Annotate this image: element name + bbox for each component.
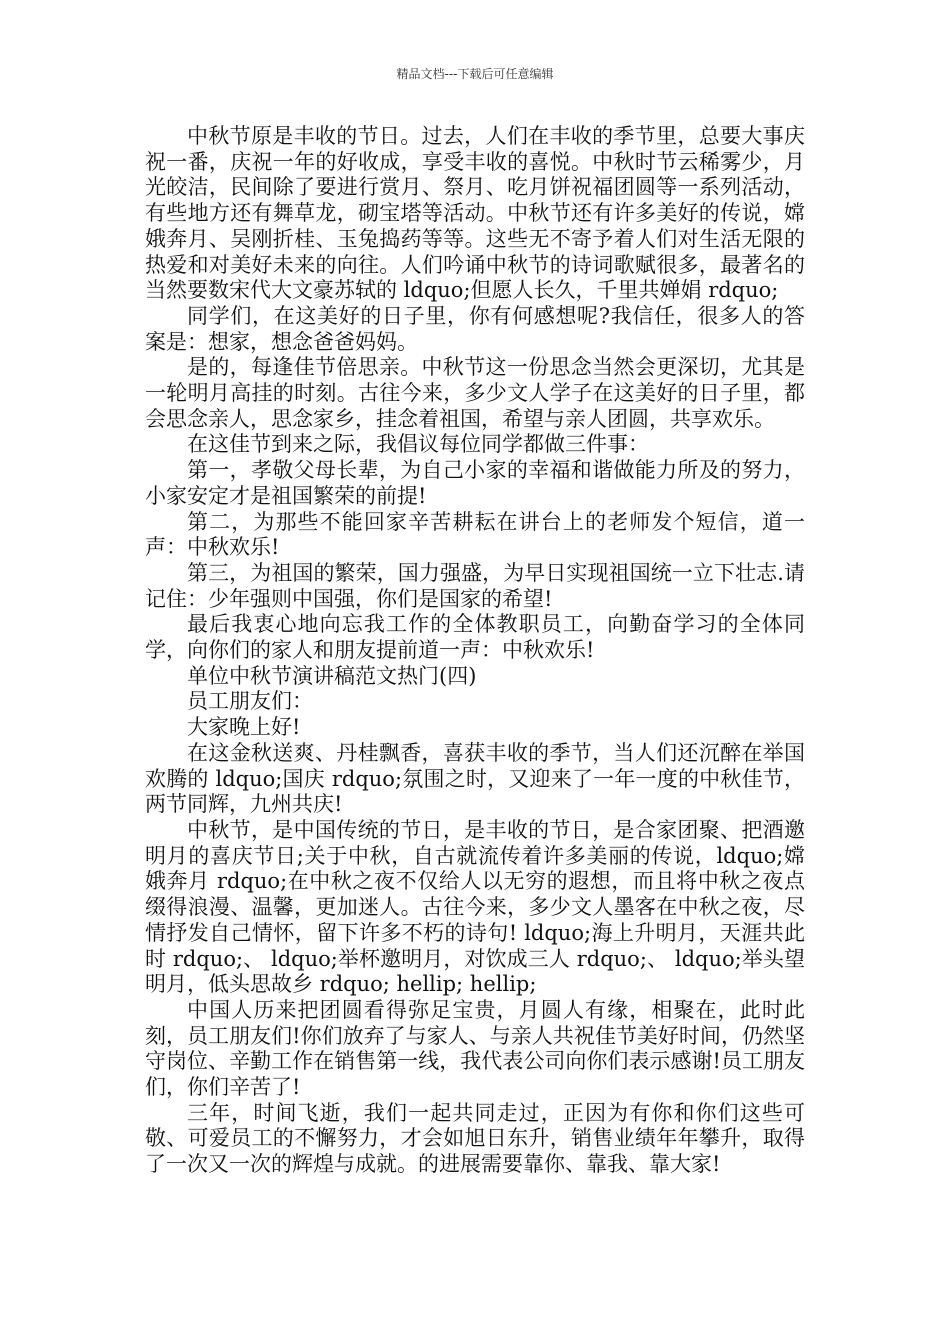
paragraph: 在这金秋送爽、丹桂飘香，喜获丰收的季节，当人们还沉醉在举国欢腾的 ldquo;国庆 rdquo;氛围之时，又迎来了一年一度的中秋佳节，两节同辉，九州共庆!	[145, 740, 805, 817]
paragraph: 最后我衷心地向忘我工作的全体教职员工，向勤奋学习的全体同学，向你们的家人和朋友提前道一声：中秋欢乐!	[145, 612, 805, 663]
section-heading: 单位中秋节演讲稿范文热门(四)	[187, 663, 477, 688]
paragraph: 第一，孝敬父母长辈，为自己小家的幸福和谐做能力所及的努力，小家安定才是祖国繁荣的前提!	[145, 458, 805, 508]
page-header: 精品文档---下载后可任意编辑	[396, 67, 554, 81]
paragraph: 中秋节原是丰收的节日。过去，人们在丰收的季节里，总要大事庆祝一番，庆祝一年的好收成，享受丰收的喜悦。中秋时节云稀雾少，月光皎洁，民间除了要进行赏月、祭月、吃月饼祝福团圆等一系列活动，有些地方还有舞草龙，砌宝塔等活动。中秋节还有许多美好的传说，嫦娥奔月、吴刚折桂、玉兔捣药等等。这些无不寄予着人们对生活无限的热爱和对美好未来的向往。人们吟诵中秋节的诗词歌赋很多，最著名的当然要数宋代大文豪苏轼的 ldquo;但愿人长久，千里共婵娟 rdquo;	[145, 124, 805, 303]
paragraph: 中秋节，是中国传统的节日，是丰收的节日，是合家团聚、把酒邀明月的喜庆节日;关于中秋，自古就流传着许多美丽的传说，ldquo;嫦娥奔月 rdquo;在中秋之夜不仅给人以无穷的遐想，而且将中秋之夜点缀得浪漫、温馨，更加迷人。古往今来，多少文人墨客在中秋之夜，尽情抒发自己情怀，留下许多不朽的诗句! ldquo;海上升明月，天涯共此时 rdquo;、 ldquo;举杯邀明月，对饮成三人 rdquo;、 ldquo;举头望明月，低头思故乡 rdquo; hellip; hellip;	[145, 817, 805, 997]
salutation: 员工朋友们：	[187, 689, 313, 714]
paragraph: 第三，为祖国的繁荣，国力强盛，为早日实现祖国统一立下壮志.请记住：少年强则中国强，你们是国家的希望!	[145, 560, 805, 611]
paragraph: 是的，每逢佳节倍思亲。中秋节这一份思念当然会更深切，尤其是一轮明月高挂的时刻。古往今来，多少文人学子在这美好的日子里，都会思念亲人，思念家乡，挂念着祖国，希望与亲人团圆，共享欢乐。	[145, 355, 805, 431]
paragraph: 三年，时间飞逝，我们一起共同走过，正因为有你和你们这些可敬、可爱员工的不懈努力，才会如旭日东升，销售业绩年年攀升，取得了一次又一次的辉煌与成就。的进展需要靠你、靠我、靠大家!	[145, 1100, 805, 1177]
paragraph: 第二，为那些不能回家辛苦耕耘在讲台上的老师发个短信，道一声：中秋欢乐!	[145, 509, 805, 560]
paragraph: 中国人历来把团圆看得弥足宝贵，月圆人有缘，相聚在，此时此刻，员工朋友们!你们放弃了与家人、与亲人共祝佳节美好时间，仍然坚守岗位、辛勤工作在销售第一线，我代表公司向你们表示感谢!员工朋友们，你们辛苦了!	[145, 997, 805, 1100]
greeting: 大家晚上好!	[187, 715, 301, 740]
paragraph: 在这佳节到来之际，我倡议每位同学都做三件事：	[187, 432, 649, 457]
paragraph: 同学们，在这美好的日子里，你有何感想呢?我信任，很多人的答案是：想家，想念爸爸妈妈。	[145, 303, 805, 354]
document-body	[145, 124, 805, 1178]
